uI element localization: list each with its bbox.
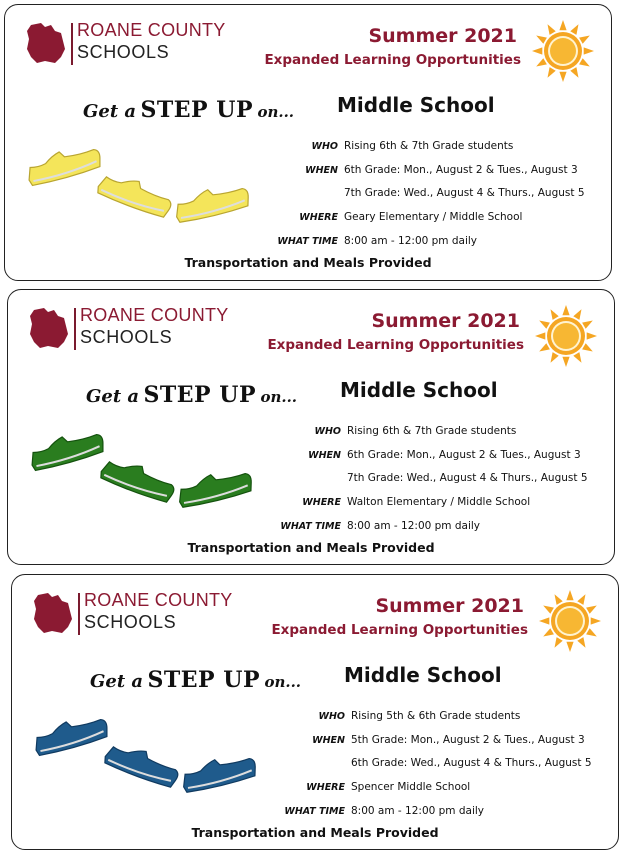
program-title: Summer 2021 — [371, 310, 520, 332]
tagline-part-3: on... — [260, 388, 298, 406]
detail-value: Geary Elementary / Middle School — [344, 211, 523, 224]
detail-value: Rising 6th & 7th Grade students — [347, 425, 517, 437]
detail-row — [255, 208, 595, 232]
program-card — [4, 4, 612, 281]
county-map-icon — [28, 306, 70, 350]
detail-row — [262, 707, 602, 731]
detail-value: 7th Grade: Wed., August 4 & Thurs., August 5 — [347, 472, 588, 485]
sneaker-icon — [173, 182, 251, 224]
detail-value: 7th Grade: Wed., August 4 & Thurs., August 5 — [344, 187, 585, 200]
footer-note: Transportation and Meals Provided — [184, 255, 432, 270]
detail-value: 6th Grade: Mon., August 2 & Tues., August 3 — [347, 448, 581, 461]
detail-row — [262, 731, 602, 755]
logo-line-1: ROANE COUNTY — [77, 20, 226, 40]
sneaker-icon — [24, 145, 103, 187]
detail-value: 8:00 am - 12:00 pm daily — [347, 519, 481, 532]
detail-row — [258, 517, 598, 541]
footer-note: Transportation and Meals Provided — [187, 540, 435, 555]
tagline — [83, 97, 294, 123]
detail-value: Rising 5th & 6th Grade students — [351, 710, 521, 722]
sneakers-illustration — [21, 145, 261, 241]
detail-row — [255, 137, 595, 161]
details-list — [255, 137, 595, 255]
logo-line-2: SCHOOLS — [84, 612, 177, 632]
tagline-part-2: STEP UP — [140, 97, 253, 123]
program-subtitle: Expanded Learning Opportunities — [271, 622, 528, 638]
detail-value: Walton Elementary / Middle School — [347, 496, 531, 509]
tagline-part-2: STEP UP — [147, 667, 260, 693]
school-level-heading: Middle School — [337, 93, 495, 117]
county-map-icon — [32, 591, 74, 635]
logo-line-1: ROANE COUNTY — [84, 590, 233, 610]
sun-icon — [531, 19, 595, 83]
detail-label: WHERE — [306, 782, 345, 794]
tagline-part-2: STEP UP — [143, 382, 256, 408]
detail-label: WHEN — [308, 449, 341, 461]
sneaker-icon — [99, 453, 178, 506]
tagline-part-1: Get a — [90, 671, 144, 692]
detail-value: 8:00 am - 12:00 pm daily — [344, 234, 478, 247]
detail-value: 5th Grade: Mon., August 2 & Tues., August 3 — [351, 733, 585, 746]
sneaker-icon — [27, 430, 106, 472]
sun-icon — [534, 304, 598, 368]
county-map-icon — [25, 21, 67, 65]
detail-value: Rising 6th & 7th Grade students — [344, 140, 514, 152]
detail-value: 8:00 am - 12:00 pm daily — [351, 804, 485, 817]
school-logo — [28, 304, 278, 356]
tagline-part-1: Get a — [83, 101, 137, 122]
detail-row — [255, 184, 595, 208]
detail-label: WHAT TIME — [284, 805, 345, 817]
logo-divider — [74, 308, 76, 350]
program-subtitle: Expanded Learning Opportunities — [267, 337, 524, 353]
tagline — [86, 382, 297, 408]
detail-label: WHERE — [299, 212, 338, 224]
tagline-part-1: Get a — [86, 386, 140, 407]
program-card — [7, 289, 615, 565]
detail-row — [258, 469, 598, 493]
detail-row — [262, 754, 602, 778]
detail-label: WHERE — [302, 497, 341, 509]
tagline-part-3: on... — [264, 673, 302, 691]
detail-label: WHO — [311, 141, 338, 152]
detail-value: 6th Grade: Wed., August 4 & Thurs., August 5 — [351, 757, 592, 770]
logo-divider — [78, 593, 80, 635]
detail-label: WHEN — [305, 164, 338, 176]
sneaker-icon — [31, 715, 110, 757]
school-level-heading: Middle School — [340, 378, 498, 402]
sneaker-icon — [96, 168, 175, 221]
sun-icon — [538, 589, 602, 653]
detail-row — [255, 232, 595, 256]
logo-line-2: SCHOOLS — [80, 327, 173, 347]
detail-label: WHAT TIME — [277, 235, 338, 247]
detail-label: WHEN — [312, 734, 345, 746]
program-subtitle: Expanded Learning Opportunities — [264, 52, 521, 68]
details-list — [258, 422, 598, 540]
detail-value: Spencer Middle School — [351, 781, 471, 794]
logo-line-2: SCHOOLS — [77, 42, 170, 62]
school-logo — [32, 589, 282, 641]
detail-label: WHAT TIME — [280, 520, 341, 532]
program-title: Summer 2021 — [368, 25, 517, 47]
detail-label: WHO — [318, 711, 345, 722]
sneaker-icon — [176, 467, 254, 509]
detail-row — [258, 493, 598, 517]
detail-row — [255, 161, 595, 185]
tagline-part-3: on... — [257, 103, 295, 121]
school-logo — [25, 19, 275, 71]
detail-row — [262, 778, 602, 802]
program-title: Summer 2021 — [375, 595, 524, 617]
sneakers-illustration — [28, 715, 268, 811]
tagline — [90, 667, 301, 693]
detail-row — [262, 802, 602, 826]
detail-value: 6th Grade: Mon., August 2 & Tues., August 3 — [344, 163, 578, 176]
program-card — [11, 574, 619, 850]
details-list — [262, 707, 602, 825]
logo-divider — [71, 23, 73, 65]
detail-row — [258, 422, 598, 446]
school-level-heading: Middle School — [344, 663, 502, 687]
sneakers-illustration — [24, 430, 264, 526]
detail-label: WHO — [314, 426, 341, 437]
logo-line-1: ROANE COUNTY — [80, 305, 229, 325]
sneaker-icon — [180, 752, 258, 794]
detail-row — [258, 446, 598, 470]
footer-note: Transportation and Meals Provided — [191, 825, 439, 840]
sneaker-icon — [103, 738, 182, 791]
